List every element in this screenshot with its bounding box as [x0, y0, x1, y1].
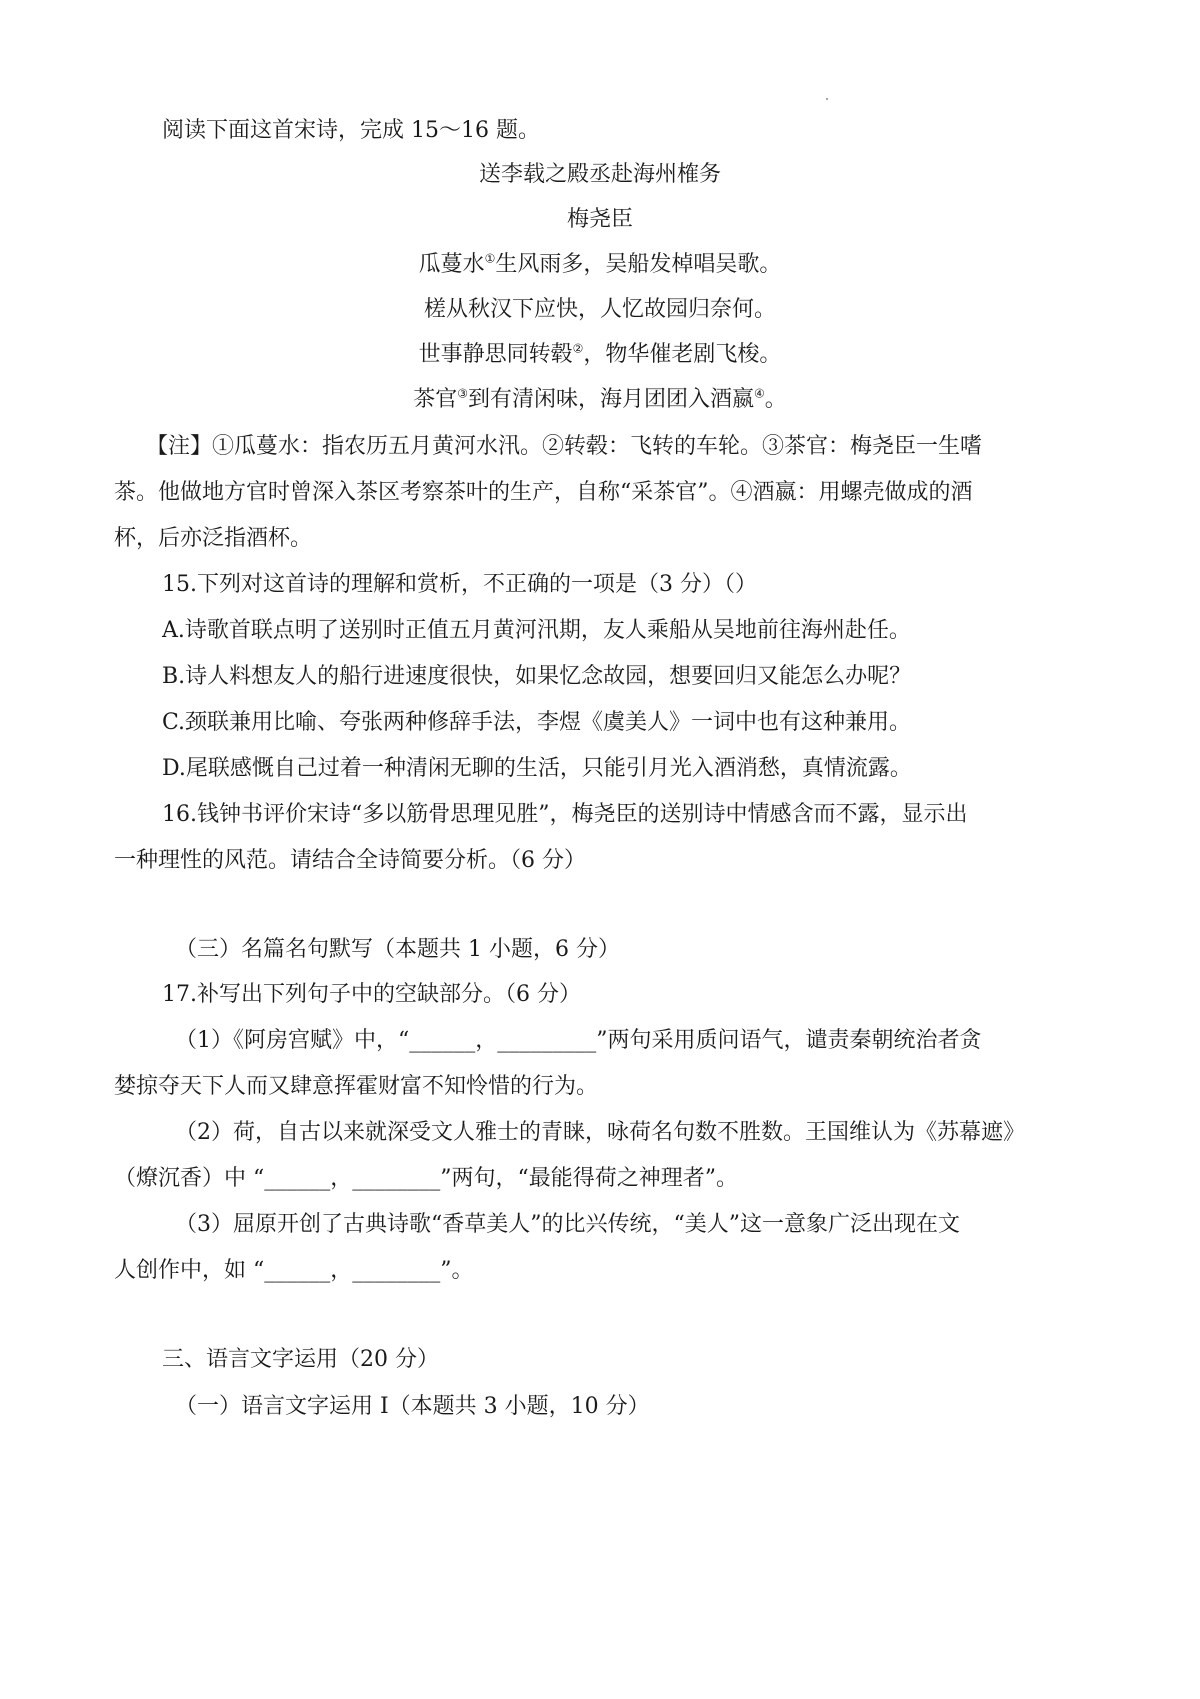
- question-17-item-3: （3）屈原开创了古典诗歌“香草美人”的比兴传统，“美人”这一意象广泛出现在文: [175, 1212, 960, 1237]
- footnote-marker: ④: [754, 386, 765, 401]
- scan-speck: [826, 98, 828, 100]
- note-line-2: 茶。他做地方官时曾深入茶区考察茶叶的生产，自称“采茶官”。④酒嬴：用螺壳做成的酒: [114, 480, 973, 505]
- question-17-item-2-cont: （燎沉香）中 “______，________”两句，“最能得荷之神理者”。: [114, 1166, 738, 1191]
- question-17-item-1-cont: 婪掠夺天下人而又肆意挥霍财富不知怜惜的行为。: [114, 1074, 599, 1099]
- poem-line-4: 茶官③到有清闲味，海月团团入酒嬴④。: [413, 386, 787, 412]
- question-16-line-1: 16.钱钟书评价宋诗“多以筋骨思理见胜”，梅尧臣的送别诗中情感含而不露，显示出: [162, 802, 968, 827]
- question-15-option-c: C.颈联兼用比喻、夸张两种修辞手法，李煜《虞美人》一词中也有这种兼用。: [162, 710, 912, 735]
- poem-line-2: 槎从秋汉下应快，人忆故园归奈何。: [423, 297, 776, 322]
- question-15-option-a: A.诗歌首联点明了送别时正值五月黄河汛期，友人乘船从吴地前往海州赴任。: [162, 618, 911, 643]
- poem-line-1: 瓜蔓水①生风雨多，吴船发棹唱吴歌。: [418, 251, 782, 277]
- footnote-marker: ①: [484, 251, 496, 266]
- note-line-3: 杯，后亦泛指酒杯。: [114, 526, 313, 551]
- question-15-stem: 15.下列对这首诗的理解和赏析，不正确的一项是（3 分）（）: [162, 572, 757, 597]
- poem-line-3: 世事静思同转毂②，物华催老剧飞梭。: [418, 341, 782, 367]
- poem-title: 送李载之殿丞赴海州榷务: [478, 162, 721, 187]
- note-line-1: 【注】①瓜蔓水：指农历五月黄河水汛。②转毂：飞转的车轮。③茶官：梅尧臣一生嗜: [146, 434, 983, 459]
- reading-intro: 阅读下面这首宋诗，完成 15～16 题。: [162, 118, 540, 143]
- question-15-option-b: B.诗人料想友人的船行进速度很快，如果忆念故园，想要回归又能怎么办呢？: [162, 664, 912, 689]
- footnote-marker: ②: [572, 341, 584, 356]
- footnote-marker: ③: [457, 386, 468, 401]
- question-17-item-1: （1）《阿房宫赋》中，“______，_________”两句采用质问语气，谴责秦朝统治者贪: [175, 1028, 982, 1053]
- part-3-heading: 三、语言文字运用（20 分）: [162, 1347, 439, 1372]
- question-16-line-2: 一种理性的风范。请结合全诗简要分析。（6 分）: [114, 848, 586, 873]
- question-17-item-3-cont: 人创作中，如 “______，________”。: [114, 1258, 474, 1283]
- question-15-option-d: D.尾联感慨自己过着一种清闲无聊的生活，只能引月光入酒消愁，真情流露。: [162, 756, 912, 781]
- question-17-stem: 17.补写出下列句子中的空缺部分。（6 分）: [162, 982, 581, 1007]
- part-3-sub-1-heading: （一）语言文字运用 I（本题共 3 小题，10 分）: [175, 1394, 650, 1419]
- question-17-item-2: （2）荷，自古以来就深受文人雅士的青睐，咏荷名句数不胜数。王国维认为《苏幕遮》: [175, 1120, 1025, 1145]
- poem-author: 梅尧臣: [566, 207, 633, 232]
- section-3-heading: （三）名篇名句默写（本题共 1 小题，6 分）: [175, 937, 620, 962]
